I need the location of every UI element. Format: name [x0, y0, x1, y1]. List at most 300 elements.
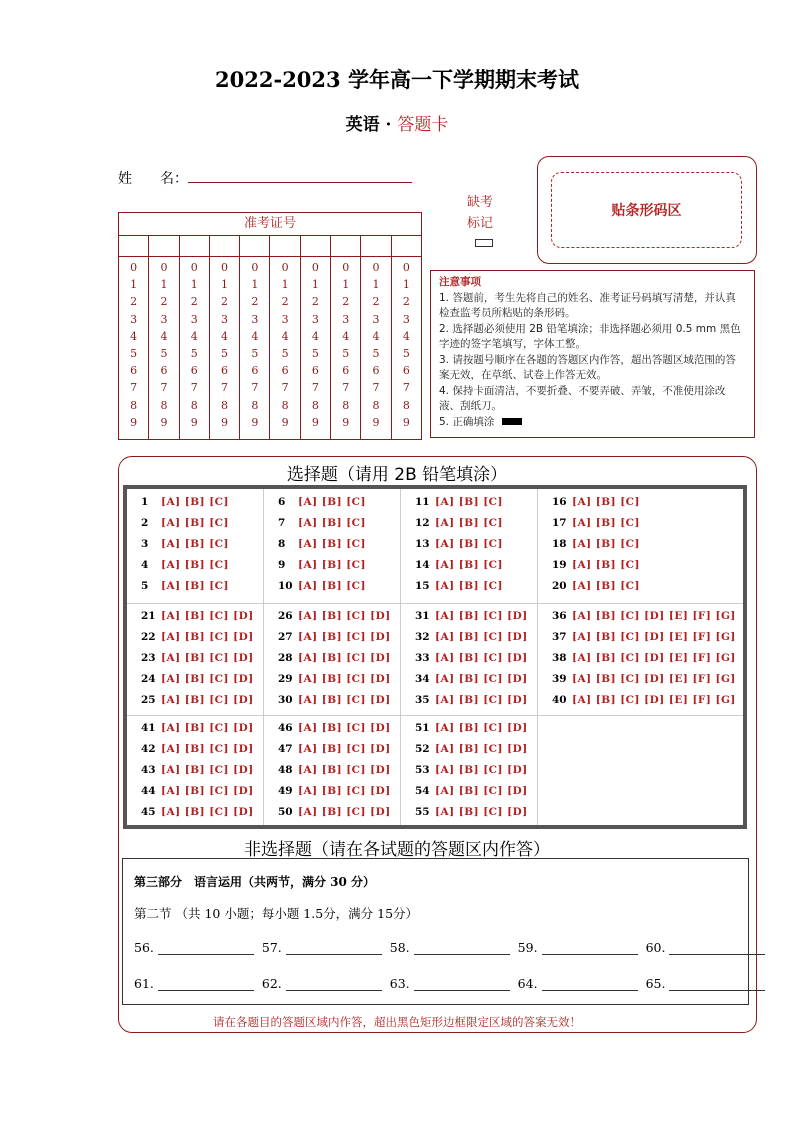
exam-digit-option[interactable]: 7 — [402, 381, 410, 395]
exam-digit-box[interactable] — [331, 236, 361, 256]
answer-options[interactable]: [A] [B] [C] [D] — [435, 785, 528, 797]
answer-blank — [262, 976, 382, 991]
section-heading: 第二节 （共 10 小题；每小题 1.5分，满分 15分） — [134, 906, 419, 921]
blank-line[interactable] — [542, 976, 638, 991]
blank-number: 62. — [261, 976, 282, 991]
question-row — [141, 576, 263, 597]
answer-options[interactable]: [A] [B] [C] [D] — [298, 785, 391, 797]
exam-digit-option[interactable]: 1 — [402, 278, 410, 292]
question-row — [552, 576, 743, 597]
exam-digit-option[interactable]: 1 — [281, 278, 289, 292]
exam-digit-option[interactable]: 6 — [130, 364, 138, 378]
question-number: 21 — [141, 610, 156, 622]
answer-options[interactable]: [A] [B] [C] [D] — [161, 743, 254, 755]
absent-line2: 标记 — [466, 216, 493, 231]
question-number: 7 — [278, 517, 286, 529]
answer-options[interactable]: [A] [B] [C] [D] [E] [F] [G] — [572, 673, 736, 685]
question-number: 16 — [552, 496, 567, 508]
blank-row-1 — [134, 940, 773, 955]
exam-digit-column — [119, 257, 149, 439]
absent-mark-box[interactable] — [475, 239, 493, 247]
question-number: 50 — [278, 806, 293, 818]
blank-number: 60. — [645, 940, 666, 955]
exam-digit-box[interactable] — [210, 236, 240, 256]
exam-digit-option[interactable]: 5 — [311, 347, 319, 361]
blank-line[interactable] — [286, 940, 382, 955]
exam-digit-option[interactable]: 3 — [221, 312, 229, 326]
exam-digit-option[interactable]: 4 — [221, 329, 229, 343]
exam-digit-option[interactable]: 0 — [160, 261, 168, 274]
exam-digit-option[interactable]: 2 — [251, 295, 259, 309]
exam-digit-option[interactable]: 7 — [160, 381, 168, 395]
question-number: 10 — [278, 580, 293, 592]
blank-number: 59. — [517, 940, 538, 955]
answer-options[interactable]: [A] [B] [C] [D] — [161, 722, 254, 734]
answer-options[interactable]: [A] [B] [C] [D] — [298, 610, 391, 622]
exam-digit-option[interactable]: 1 — [311, 278, 319, 292]
question-row — [141, 627, 263, 648]
question-row — [415, 760, 537, 781]
name-field[interactable] — [188, 182, 412, 183]
answer-options[interactable]: [A] [B] [C] — [435, 559, 503, 571]
question-row — [415, 781, 537, 802]
exam-digit-option[interactable]: 9 — [160, 415, 168, 429]
answer-options[interactable]: [A] [B] [C] — [435, 496, 503, 508]
exam-digit-option[interactable]: 3 — [281, 312, 289, 326]
answer-options[interactable]: [A] [B] [C] — [298, 517, 366, 529]
note-text: 4. 保持卡面清洁，不要折叠、不要弄破、弄皱，不准使用涂改液、刮纸刀。 — [439, 384, 726, 412]
answer-options[interactable]: [A] [B] [C] [D] — [298, 652, 391, 664]
question-row — [278, 781, 400, 802]
exam-digit-option[interactable]: 9 — [342, 415, 350, 429]
blank-line[interactable] — [158, 940, 254, 955]
question-row — [552, 627, 743, 648]
exam-digit-box[interactable] — [361, 236, 391, 256]
blank-line[interactable] — [542, 940, 638, 955]
exam-digit-option[interactable]: 7 — [221, 381, 229, 395]
question-column — [127, 489, 264, 603]
barcode-area: 贴条形码区 — [551, 172, 742, 248]
question-row — [552, 648, 743, 669]
exam-digit-option[interactable]: 1 — [251, 278, 259, 292]
exam-digit-option[interactable]: 1 — [342, 278, 350, 292]
question-column — [401, 489, 538, 603]
exam-digit-option[interactable]: 0 — [251, 261, 259, 274]
exam-digit-option[interactable]: 2 — [372, 295, 380, 309]
exam-digit-box[interactable] — [270, 236, 300, 256]
question-row — [552, 555, 743, 576]
exam-digit-option[interactable]: 6 — [402, 364, 410, 378]
blank-line[interactable] — [414, 940, 510, 955]
exam-digit-option[interactable]: 4 — [311, 329, 319, 343]
exam-digit-option[interactable]: 0 — [130, 261, 138, 274]
exam-digit-option[interactable]: 7 — [251, 381, 259, 395]
exam-number-boxes — [119, 236, 421, 257]
exam-digit-option[interactable]: 9 — [190, 415, 198, 429]
exam-digit-box[interactable] — [149, 236, 179, 256]
answer-options[interactable]: [A] [B] [C] — [298, 580, 366, 592]
exam-digit-option[interactable]: 5 — [402, 347, 410, 361]
answer-options[interactable]: [A] [B] [C] — [298, 538, 366, 550]
exam-digit-column — [331, 257, 361, 439]
answer-options[interactable]: [A] [B] [C] — [572, 580, 640, 592]
exam-digit-box[interactable] — [240, 236, 270, 256]
question-row — [141, 534, 263, 555]
question-row — [552, 690, 743, 711]
blank-number: 65. — [645, 976, 666, 991]
answer-options[interactable]: [A] [B] [C] — [435, 517, 503, 529]
note-text: 2. 选择题必须使用 2B 铅笔填涂；非选择题必须用 0.5 mm 黑色字迹的签字笔填写，字体工整。 — [439, 322, 741, 350]
exam-digit-option[interactable]: 8 — [160, 398, 168, 412]
exam-digit-option[interactable]: 4 — [372, 329, 380, 343]
answer-options[interactable]: [A] [B] [C] [D] — [435, 652, 528, 664]
exam-digit-option[interactable]: 2 — [130, 295, 138, 309]
exam-digit-option[interactable]: 4 — [190, 329, 198, 343]
exam-digit-option[interactable]: 2 — [190, 295, 198, 309]
exam-digit-option[interactable]: 6 — [160, 364, 168, 378]
exam-digit-option[interactable]: 7 — [190, 381, 198, 395]
question-number: 4 — [141, 559, 149, 571]
answer-options[interactable]: [A] [B] [C] — [161, 580, 229, 592]
answer-options[interactable]: [A] [B] [C] [D] — [298, 764, 391, 776]
answer-options[interactable]: [A] [B] [C] [D] — [298, 673, 391, 685]
note-text: 1. 答题前，考生先将自己的姓名、准考证号码填写清楚，并认真检查监考员所粘贴的条形码。 — [439, 291, 736, 319]
exam-digit-option[interactable]: 6 — [281, 364, 289, 378]
choice-section-title: 选择题（请用 2B 铅笔填涂） — [286, 465, 508, 485]
question-number: 25 — [141, 694, 156, 706]
question-row — [141, 492, 263, 513]
exam-digit-option[interactable]: 8 — [402, 398, 410, 412]
non-choice-section-title: 非选择题（请在各试题的答题区内作答） — [244, 840, 550, 860]
answer-options[interactable]: [A] [B] [C] [D] — [161, 652, 254, 664]
question-number: 45 — [141, 806, 156, 818]
exam-digit-option[interactable]: 9 — [372, 415, 380, 429]
answer-options[interactable]: [A] [B] [C] [D] — [161, 694, 254, 706]
exam-digit-option[interactable]: 0 — [342, 261, 350, 274]
answer-options[interactable]: [A] [B] [C] [D] — [435, 806, 528, 818]
exam-digit-option[interactable]: 2 — [311, 295, 319, 309]
exam-digit-box[interactable] — [119, 236, 149, 256]
exam-digit-option[interactable]: 3 — [311, 312, 319, 326]
exam-digit-option[interactable]: 5 — [130, 347, 138, 361]
exam-digit-option[interactable]: 0 — [281, 261, 289, 274]
exam-digit-option[interactable]: 9 — [281, 415, 289, 429]
exam-digit-option[interactable]: 7 — [281, 381, 289, 395]
exam-digit-option[interactable]: 8 — [190, 398, 198, 412]
answer-options[interactable]: [A] [B] [C] — [298, 496, 366, 508]
notes-title: 注意事项 — [439, 276, 481, 288]
question-number: 34 — [415, 673, 430, 685]
question-number: 43 — [141, 764, 156, 776]
exam-digit-option[interactable]: 8 — [281, 398, 289, 412]
exam-digit-option[interactable]: 0 — [190, 261, 198, 274]
answer-options[interactable]: [A] [B] [C] [D] — [435, 694, 528, 706]
note-text: 3. 请按题号顺序在各题的答题区内作答，超出答题区域范围的答案无效，在草纸、试卷上作答无效。 — [439, 353, 736, 381]
blank-number: 64. — [517, 976, 538, 991]
blank-row-2 — [134, 976, 773, 991]
exam-digit-option[interactable]: 1 — [372, 278, 380, 292]
question-row — [278, 802, 400, 823]
page-title: 2022-2023 学年高一下学期期末考试 — [215, 67, 579, 92]
answer-options[interactable]: [A] [B] [C] — [161, 538, 229, 550]
absent-mark-label — [458, 192, 502, 234]
blank-number: 57. — [261, 940, 282, 955]
blank-line[interactable] — [669, 976, 765, 991]
question-number: 48 — [278, 764, 293, 776]
exam-digit-option[interactable]: 9 — [402, 415, 410, 429]
exam-digit-option[interactable]: 0 — [311, 261, 319, 274]
answer-options[interactable]: [A] [B] [C] — [161, 559, 229, 571]
question-number: 17 — [552, 517, 567, 529]
question-number: 35 — [415, 694, 430, 706]
exam-digit-option[interactable]: 8 — [311, 398, 319, 412]
question-row — [141, 555, 263, 576]
blank-line[interactable] — [414, 976, 510, 991]
answer-options[interactable]: [A] [B] [C] [D] — [298, 806, 391, 818]
block-divider — [127, 715, 743, 716]
exam-digit-option[interactable]: 9 — [221, 415, 229, 429]
answer-options[interactable]: [A] [B] [C] [D] — [435, 610, 528, 622]
answer-options[interactable]: [A] [B] [C] — [572, 496, 640, 508]
blank-number: 63. — [389, 976, 410, 991]
exam-digit-option[interactable]: 9 — [130, 415, 138, 429]
question-number: 36 — [552, 610, 567, 622]
answer-options[interactable]: [A] [B] [C] [D] — [298, 743, 391, 755]
question-number: 51 — [415, 722, 430, 734]
subtitle-separator: · — [385, 115, 392, 135]
exam-digit-option[interactable]: 7 — [342, 381, 350, 395]
question-number: 27 — [278, 631, 293, 643]
answer-options[interactable]: [A] [B] [C] [D] — [298, 722, 391, 734]
exam-digit-option[interactable]: 6 — [190, 364, 198, 378]
question-number: 28 — [278, 652, 293, 664]
exam-digit-option[interactable]: 1 — [221, 278, 229, 292]
exam-digit-column — [149, 257, 179, 439]
answer-options[interactable]: [A] [B] [C] — [572, 538, 640, 550]
question-number: 6 — [278, 496, 286, 508]
question-number: 3 — [141, 538, 149, 550]
exam-digit-option[interactable]: 6 — [251, 364, 259, 378]
exam-digit-box[interactable] — [180, 236, 210, 256]
exam-digit-option[interactable]: 9 — [251, 415, 259, 429]
answer-options[interactable]: [A] [B] [C] [D] — [435, 673, 528, 685]
answer-options[interactable]: [A] [B] [C] — [435, 580, 503, 592]
question-row — [141, 648, 263, 669]
answer-options[interactable]: [A] [B] [C] [D] [E] [F] [G] — [572, 652, 736, 664]
exam-number-label: 准考证号 — [119, 213, 421, 236]
question-number: 52 — [415, 743, 430, 755]
exam-digit-column — [240, 257, 270, 439]
answer-options[interactable]: [A] [B] [C] [D] [E] [F] [G] — [572, 631, 736, 643]
question-number: 49 — [278, 785, 293, 797]
exam-digit-option[interactable]: 8 — [130, 398, 138, 412]
exam-digit-option[interactable]: 3 — [372, 312, 380, 326]
exam-digit-column — [210, 257, 240, 439]
answer-options[interactable]: [A] [B] [C] — [161, 517, 229, 529]
question-column — [401, 603, 538, 715]
blank-line[interactable] — [669, 940, 765, 955]
exam-digit-option[interactable]: 1 — [190, 278, 198, 292]
answer-options[interactable]: [A] [B] [C] [D] — [298, 631, 391, 643]
question-number: 8 — [278, 538, 286, 550]
exam-digit-option[interactable]: 8 — [342, 398, 350, 412]
exam-digit-option[interactable]: 5 — [342, 347, 350, 361]
answer-options[interactable]: [A] [B] [C] [D] — [435, 764, 528, 776]
exam-digit-option[interactable]: 5 — [281, 347, 289, 361]
question-row — [278, 739, 400, 760]
exam-digit-option[interactable]: 3 — [402, 312, 410, 326]
exam-digit-option[interactable]: 6 — [221, 364, 229, 378]
question-row — [415, 606, 537, 627]
answer-options[interactable]: [A] [B] [C] [D] — [161, 673, 254, 685]
notes-box — [430, 270, 755, 438]
question-number: 39 — [552, 673, 567, 685]
question-number: 42 — [141, 743, 156, 755]
exam-digit-option[interactable]: 5 — [221, 347, 229, 361]
exam-digit-option[interactable]: 7 — [311, 381, 319, 395]
question-row — [278, 718, 400, 739]
exam-digit-column — [180, 257, 210, 439]
answer-options[interactable]: [A] [B] [C] — [435, 538, 503, 550]
note-item — [439, 415, 746, 431]
answer-options[interactable]: [A] [B] [C] [D] — [435, 743, 528, 755]
exam-digit-option[interactable]: 8 — [251, 398, 259, 412]
answer-blank — [646, 976, 766, 991]
question-row — [141, 669, 263, 690]
exam-digit-option[interactable]: 3 — [251, 312, 259, 326]
exam-digit-option[interactable]: 5 — [190, 347, 198, 361]
exam-digit-option[interactable]: 8 — [221, 398, 229, 412]
blank-line[interactable] — [286, 976, 382, 991]
exam-digit-option[interactable]: 3 — [342, 312, 350, 326]
question-row — [141, 760, 263, 781]
question-row — [415, 802, 537, 823]
answer-options[interactable]: [A] [B] [C] — [161, 496, 229, 508]
answer-options[interactable]: [A] [B] [C] — [572, 559, 640, 571]
exam-digit-option[interactable]: 4 — [402, 329, 410, 343]
exam-digit-option[interactable]: 3 — [160, 312, 168, 326]
question-row — [141, 513, 263, 534]
blank-number: 56. — [134, 940, 154, 955]
exam-digit-option[interactable]: 2 — [402, 295, 410, 309]
question-row — [415, 648, 537, 669]
question-row — [415, 739, 537, 760]
blank-number: 58. — [389, 940, 410, 955]
exam-digit-option[interactable]: 4 — [130, 329, 138, 343]
blank-line[interactable] — [158, 976, 254, 991]
question-number: 12 — [415, 517, 430, 529]
exam-digit-option[interactable]: 6 — [372, 364, 380, 378]
question-row — [141, 606, 263, 627]
exam-digit-option[interactable]: 4 — [160, 329, 168, 343]
answer-options[interactable]: [A] [B] [C] [D] [E] [F] [G] — [572, 610, 736, 622]
question-number: 9 — [278, 559, 286, 571]
answer-options[interactable]: [A] [B] [C] [D] — [161, 785, 254, 797]
question-number: 33 — [415, 652, 430, 664]
exam-digit-option[interactable]: 4 — [281, 329, 289, 343]
exam-digit-option[interactable]: 8 — [372, 398, 380, 412]
answer-blank — [518, 976, 638, 991]
question-row — [278, 606, 400, 627]
question-number: 19 — [552, 559, 567, 571]
answer-options[interactable]: [A] [B] [C] [D] — [161, 631, 254, 643]
answer-options[interactable]: [A] [B] [C] [D] — [435, 631, 528, 643]
question-column — [127, 603, 264, 715]
question-number: 15 — [415, 580, 430, 592]
question-number: 46 — [278, 722, 293, 734]
answer-options[interactable]: [A] [B] [C] [D] [E] [F] [G] — [572, 694, 736, 706]
exam-digit-option[interactable]: 6 — [311, 364, 319, 378]
answer-options[interactable]: [A] [B] [C] [D] — [161, 610, 254, 622]
exam-digit-option[interactable]: 3 — [190, 312, 198, 326]
answer-blank — [646, 940, 766, 955]
answer-blank — [134, 976, 254, 991]
exam-digit-option[interactable]: 0 — [402, 261, 410, 274]
answer-options[interactable]: [A] [B] [C] [D] — [435, 722, 528, 734]
question-row — [278, 555, 400, 576]
answer-options[interactable]: [A] [B] [C] — [572, 517, 640, 529]
answer-options[interactable]: [A] [B] [C] [D] — [298, 694, 391, 706]
question-column — [264, 489, 401, 603]
question-number: 20 — [552, 580, 567, 592]
exam-digit-option[interactable]: 7 — [130, 381, 138, 395]
exam-digit-option[interactable]: 2 — [342, 295, 350, 309]
answer-options[interactable]: [A] [B] [C] — [298, 559, 366, 571]
question-row — [278, 669, 400, 690]
exam-digit-option[interactable]: 7 — [372, 381, 380, 395]
question-row — [278, 648, 400, 669]
question-row — [415, 669, 537, 690]
question-number: 23 — [141, 652, 156, 664]
exam-digit-option[interactable]: 2 — [221, 295, 229, 309]
question-row — [278, 492, 400, 513]
question-row — [278, 576, 400, 597]
exam-digit-option[interactable]: 2 — [160, 295, 168, 309]
exam-digit-option[interactable]: 0 — [221, 261, 229, 274]
question-number: 44 — [141, 785, 156, 797]
exam-digit-option[interactable]: 5 — [251, 347, 259, 361]
question-column — [264, 715, 401, 825]
exam-digit-option[interactable]: 3 — [130, 312, 138, 326]
exam-digit-option[interactable]: 1 — [160, 278, 168, 292]
question-number: 47 — [278, 743, 293, 755]
exam-digit-option[interactable]: 5 — [160, 347, 168, 361]
answer-options[interactable]: [A] [B] [C] [D] — [161, 764, 254, 776]
exam-digit-box[interactable] — [301, 236, 331, 256]
note-item — [439, 291, 746, 322]
exam-digit-option[interactable]: 0 — [372, 261, 380, 274]
note-item — [439, 322, 746, 353]
question-number: 13 — [415, 538, 430, 550]
exam-digit-option[interactable]: 9 — [311, 415, 319, 429]
exam-digit-option[interactable]: 1 — [130, 278, 138, 292]
question-row — [278, 534, 400, 555]
exam-digit-option[interactable]: 4 — [251, 329, 259, 343]
answer-options[interactable]: [A] [B] [C] [D] — [161, 806, 254, 818]
question-number: 24 — [141, 673, 156, 685]
question-row — [552, 534, 743, 555]
exam-digit-option[interactable]: 6 — [342, 364, 350, 378]
question-row — [141, 718, 263, 739]
exam-digit-option[interactable]: 4 — [342, 329, 350, 343]
block-divider — [127, 603, 743, 604]
exam-digit-option[interactable]: 5 — [372, 347, 380, 361]
exam-digit-option[interactable]: 2 — [281, 295, 289, 309]
question-row — [278, 513, 400, 534]
question-number: 1 — [141, 496, 149, 508]
question-row — [415, 534, 537, 555]
exam-digit-box[interactable] — [392, 236, 421, 256]
